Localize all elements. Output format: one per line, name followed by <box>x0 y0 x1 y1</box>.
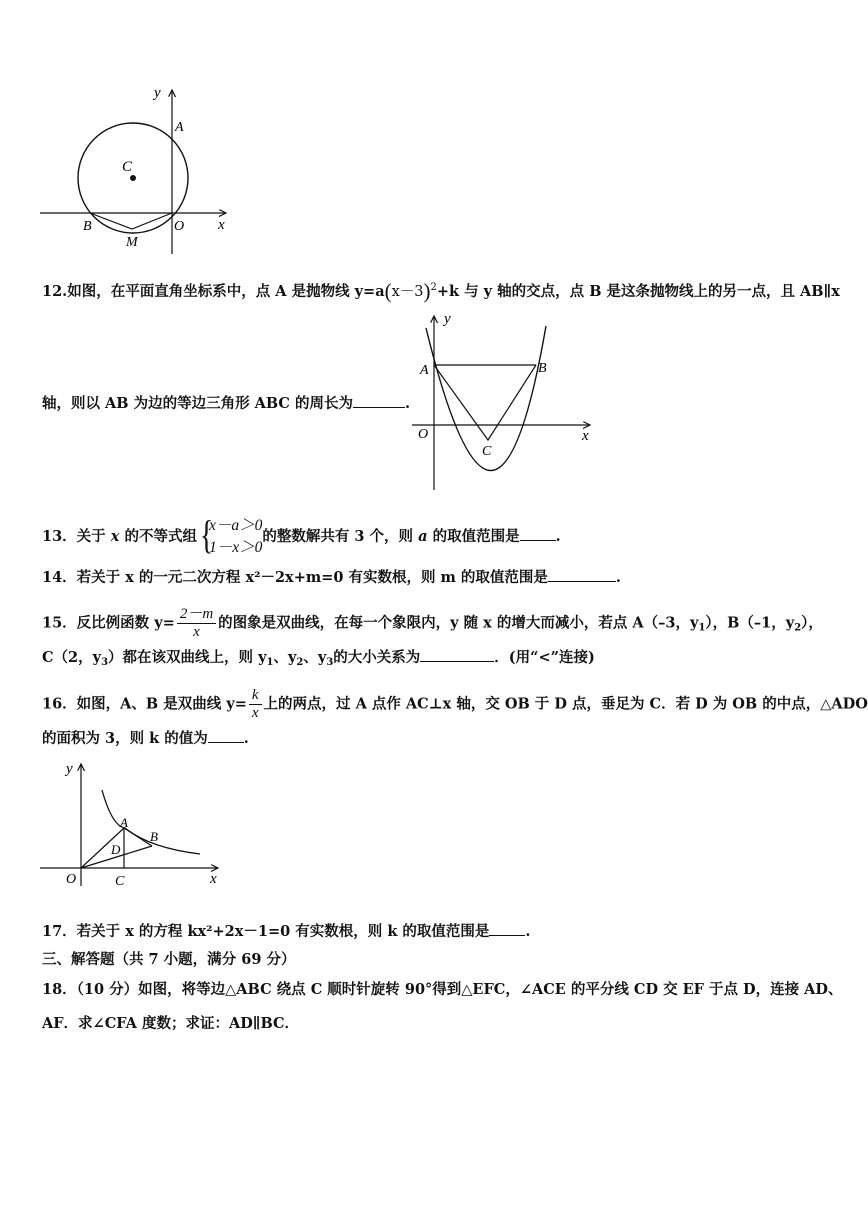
answer-blank-16[interactable] <box>208 728 244 743</box>
hyperbola-figure <box>40 758 225 890</box>
fraction-k-over-x: $\frac{k}{x}$ <box>249 687 262 722</box>
question-13: 13．关于 x 的不等式组 { x－a＞0 1－x＞0 的整数解共有 3 个，则 a 的取值范围是 . <box>42 512 561 557</box>
label-b: B <box>538 361 547 376</box>
question-12-line-1: 12.如图，在平面直角坐标系中，点 A 是抛物线 $y=a(x-3)^2+k$ 与 y 轴的交点，点 B 是这条抛物线上的另一点，且 AB∥x <box>42 278 840 303</box>
label-x: x <box>582 428 589 444</box>
label-x: x <box>210 871 217 887</box>
question-18-line-2: AF．求∠CFA 度数；求证：AD∥BC． <box>42 1015 300 1032</box>
center-point <box>130 175 136 181</box>
circle-figure <box>40 84 240 256</box>
label-b: B <box>150 829 158 844</box>
answer-blank-12[interactable] <box>353 393 405 408</box>
parabola-figure <box>412 310 596 492</box>
question-15-line-1: 15．反比例函数 y= $\frac{2-m}{x}$ 的图象是双曲线，在每一个象限内，y 随 x 的增大而减小，若点 A（–3，$y_1$），B（–1，$y_2$）， <box>42 606 823 640</box>
segments-acb <box>434 365 536 440</box>
label-y: y <box>66 761 73 777</box>
label-d: D <box>111 842 121 857</box>
question-14: 14．若关于 x 的一元二次方程 x²－2x+m=0 有实数根，则 m 的取值范围是 . <box>42 569 621 586</box>
answer-blank-15[interactable] <box>420 647 494 662</box>
question-17: 17．若关于 x 的方程 kx²+2x－1=0 有实数根，则 k 的取值范围是 . <box>42 923 531 940</box>
label-a: A <box>120 815 128 830</box>
label-b: B <box>83 219 92 234</box>
label-o: O <box>66 872 77 887</box>
label-c: C <box>122 159 133 175</box>
inequality-system: { x－a＞0 1－x＞0 <box>199 512 263 557</box>
label-o: O <box>418 427 429 442</box>
section-heading: 三、解答题（共 7 小题，满分 69 分） <box>42 951 296 968</box>
question-16-line-1: 16．如图，A、B 是双曲线 y= $\frac{k}{x}$ 上的两点，过 A 点作 AC⊥x 轴，交 OB 于 D 点，垂足为 C．若 D 为 OB 的中点，△ADO <box>42 687 868 721</box>
question-12-line-2: 轴，则以 AB 为边的等边三角形 ABC 的周长为 . <box>42 395 411 412</box>
answer-blank-14[interactable] <box>548 567 616 582</box>
label-x: x <box>218 217 225 233</box>
label-c: C <box>482 444 492 459</box>
label-m: M <box>126 235 138 250</box>
label-a: A <box>420 363 429 378</box>
question-15-line-2: C（2，$y_3$）都在该双曲线上，则 $y_1$、$y_2$、$y_3$的大小关系为 ．(用“<”连接) <box>42 649 595 668</box>
fraction-2-m-over-x: $\frac{2-m}{x}$ <box>177 606 216 641</box>
answer-blank-13[interactable] <box>520 526 556 541</box>
label-c: C <box>115 874 125 889</box>
label-y: y <box>444 311 451 327</box>
answer-blank-17[interactable] <box>489 921 525 936</box>
segment-ab <box>124 828 152 846</box>
question-16-line-2: 的面积为 3，则 k 的值为 . <box>42 730 249 747</box>
question-18-line-1: 18．（10 分）如图，将等边△ABC 绕点 C 顺时针旋转 90°得到△EFC，∠ACE 的平分线 CD 交 EF 于点 D，连接 AD、 <box>42 981 843 998</box>
label-a: A <box>175 120 184 135</box>
label-o: O <box>174 219 185 234</box>
label-y: y <box>154 85 161 101</box>
